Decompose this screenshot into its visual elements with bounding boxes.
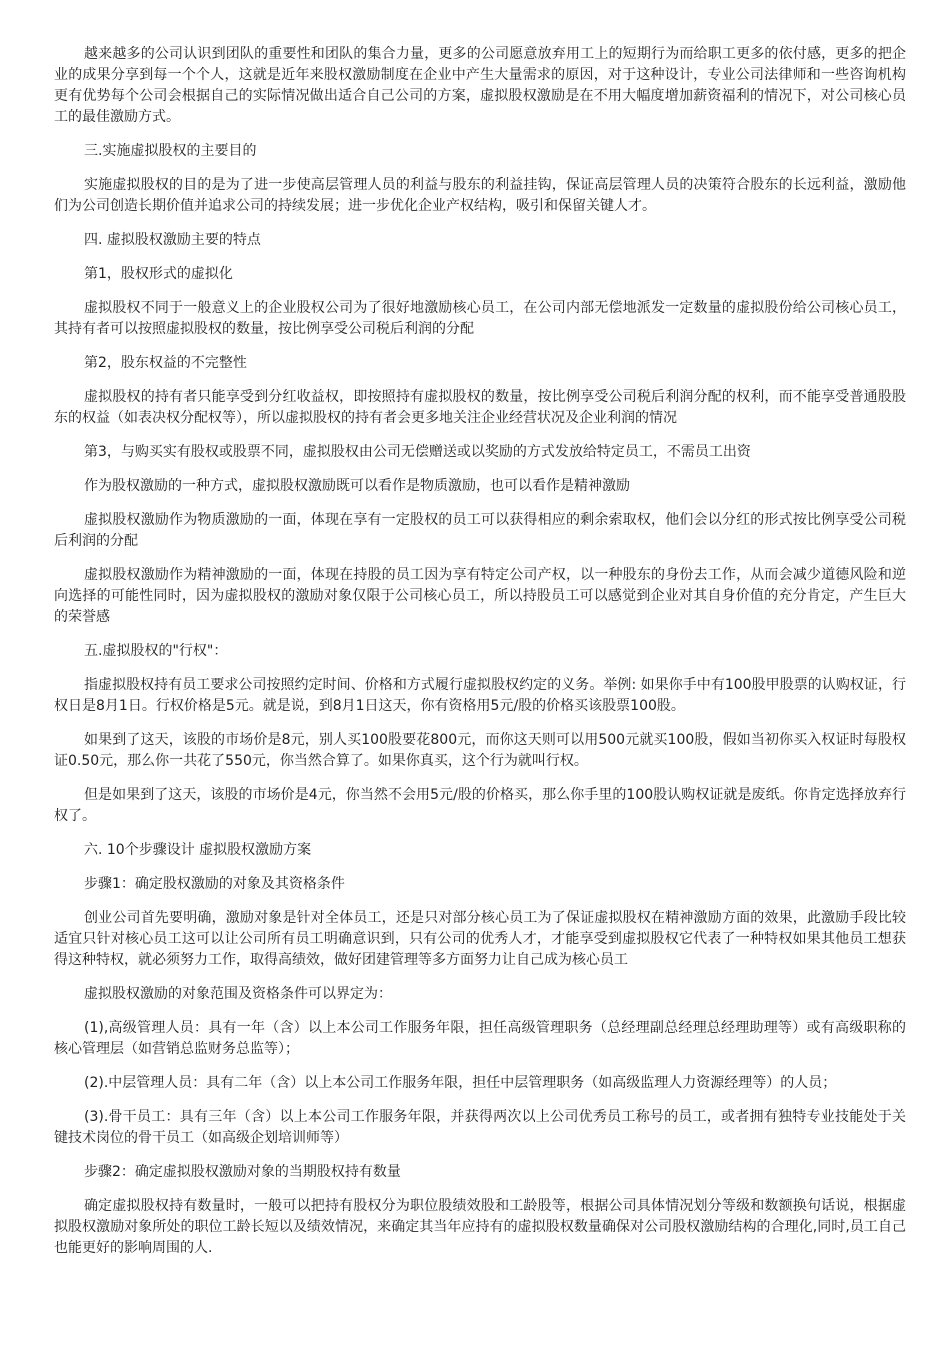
step-heading: 步骤2：确定虚拟股权激励对象的当期股权持有数量	[84, 1164, 401, 1180]
paragraph: 指虚拟股权持有员工要求公司按照约定时间、价格和方式履行虚拟股权约定的义务。举例: 如果你手中有100股甲股票的认购权证，行权日是8月1日。行权价格是5元。就是说，到8月1日这天，你有资格用5元/股的价格买该股票100股。	[54, 677, 906, 714]
subsection-heading: 第2，股东权益的不完整性	[84, 355, 247, 371]
paragraph: 虚拟股权激励作为物质激励的一面，体现在享有一定股权的员工可以获得相应的剩余索取权，他们会以分红的形式按比例享受公司税后利润的分配	[54, 512, 906, 549]
section-heading: 三.实施虚拟股权的主要目的	[84, 143, 257, 159]
step-heading: 步骤1：确定股权激励的对象及其资格条件	[84, 876, 345, 892]
subsection-heading: 第1，股权形式的虚拟化	[84, 266, 233, 282]
paragraph: 越来越多的公司认识到团队的重要性和团队的集合力量，更多的公司愿意放弃用工上的短期行为而给职工更多的依付感，更多的把企业的成果分享到每一个个人，这就是近年来股权激励制度在企业中产生大量需求的原因，对于这种设计，专业公司法律师和一些咨询机构更有优势每个公司会根据自己的实际情况做出适合自己公司的方案，虚拟股权激励是在不用大幅度增加薪资福利的情况下，对公司核心员工的最佳激励方式。	[54, 46, 906, 125]
paragraph: 虚拟股权的持有者只能享受到分红收益权，即按照持有虚拟股权的数量，按比例享受公司税后利润分配的权利，而不能享受普通股股东的权益（如表决权分配权等），所以虚拟股权的持有者会更多地关注企业经营状况及企业利润的情况	[54, 389, 906, 426]
paragraph: 但是如果到了这天，该股的市场价是4元，你当然不会用5元/股的价格买，那么你手里的100股认购权证就是废纸。你肯定选择放弃行权了。	[54, 787, 906, 824]
paragraph: 虚拟股权不同于一般意义上的企业股权公司为了很好地激励核心员工，在公司内部无偿地派发一定数量的虚拟股份给公司核心员工，其持有者可以按照虚拟股权的数量，按比例享受公司税后利润的分配	[54, 300, 906, 337]
list-intro: 虚拟股权激励的对象范围及资格条件可以界定为：	[84, 986, 392, 1002]
section-heading: 六. 10个步骤设计 虚拟股权激励方案	[84, 842, 312, 858]
section-heading: 四. 虚拟股权激励主要的特点	[84, 232, 261, 248]
paragraph: 第3，与购买实有股权或股票不同，虚拟股权由公司无偿赠送或以奖励的方式发放给特定员工，不需员工出资	[84, 444, 751, 460]
paragraph: 实施虚拟股权的目的是为了进一步使高层管理人员的利益与股东的利益挂钩，保证高层管理人员的决策符合股东的长远利益，激励他们为公司创造长期价值并追求公司的持续发展；进一步优化企业产权结构，吸引和保留关键人才。	[54, 177, 906, 214]
paragraph: 作为股权激励的一种方式，虚拟股权激励既可以看作是物质激励，也可以看作是精神激励	[84, 478, 630, 494]
section-heading: 五.虚拟股权的"行权"：	[84, 643, 228, 659]
paragraph: 创业公司首先要明确，激励对象是针对全体员工，还是只对部分核心员工为了保证虚拟股权在精神激励方面的效果，此激励手段比较适宜只针对核心员工这可以让公司所有员工明确意识到，只有公司的优秀人才，才能享受到虚拟股权它代表了一种特权如果其他员工想获得这种特权，就必须努力工作，取得高绩效，做好团建管理等多方面努力让自己成为核心员工	[54, 910, 906, 968]
paragraph: 虚拟股权激励作为精神激励的一面，体现在持股的员工因为享有特定公司产权，以一种股东的身份去工作，从而会减少道德风险和逆向选择的可能性同时，因为虚拟股权的激励对象仅限于公司核心员工，所以持股员工可以感觉到企业对其自身价值的充分肯定，产生巨大的荣誉感	[54, 567, 906, 625]
list-item: (3).骨干员工：具有三年（含）以上本公司工作服务年限，并获得两次以上公司优秀员工称号的员工，或者拥有独特专业技能处于关键技术岗位的骨干员工（如高级企划培训师等）	[54, 1109, 906, 1146]
list-item: (2).中层管理人员：具有二年（含）以上本公司工作服务年限，担任中层管理职务（如高级监理人力资源经理等）的人员；	[84, 1075, 837, 1091]
list-item: (1),高级管理人员：具有一年（含）以上本公司工作服务年限，担任高级管理职务（总经理副总经理总经理助理等）或有高级职称的核心管理层（如营销总监财务总监等）；	[54, 1020, 906, 1057]
paragraph: 确定虚拟股权持有数量时，一般可以把持有股权分为职位股绩效股和工龄股等，根据公司具体情况划分等级和数额换句话说，根据虚拟股权激励对象所处的职位工龄长短以及绩效情况，来确定其当年应持有的虚拟股权数量确保对公司股权激励结构的合理化,同时,员工自己也能更好的影响周围的人.	[54, 1198, 906, 1256]
paragraph: 如果到了这天，该股的市场价是8元，别人买100股要花800元，而你这天则可以用500元就买100股，假如当初你买入权证时每股权证0.50元，那么你一共花了550元，你当然合算了。如果你真买，这个行为就叫行权。	[54, 732, 906, 769]
document-body	[54, 44, 906, 1272]
